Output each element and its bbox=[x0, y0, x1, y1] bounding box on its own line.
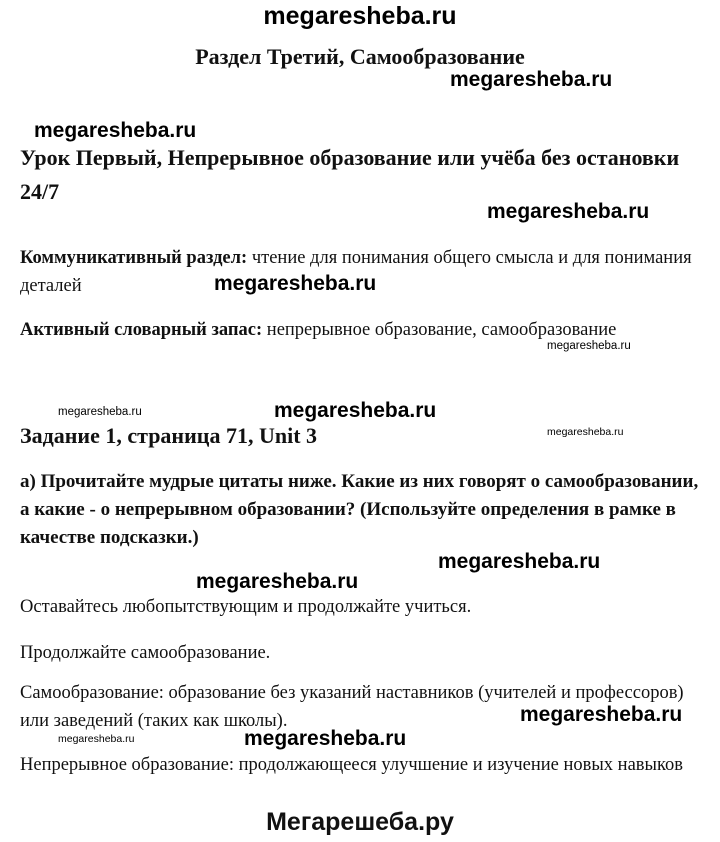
vocabulary-text: непрерывное образование, самообразование bbox=[266, 320, 617, 340]
communicative-text: чтение для понимания общего смысла и для понимания деталей bbox=[20, 248, 692, 296]
answer-line: Непрерывное образование: продолжающееся улучшение и изучение новых навыков bbox=[20, 755, 683, 775]
answer-line: Самообразование: образование без указаний наставников (учителей и профессоров) или заведений (таких как школы). bbox=[20, 683, 684, 731]
watermark: megaresheba.ru bbox=[274, 399, 437, 422]
watermark: megaresheba.ru bbox=[58, 406, 142, 418]
section-title: Раздел Третий, Самообразование bbox=[195, 44, 525, 69]
header-site-name: megaresheba.ru bbox=[263, 2, 457, 30]
communicative-label: Коммуникативный раздел: bbox=[20, 248, 248, 268]
answer-line: Продолжайте самообразование. bbox=[20, 643, 271, 663]
watermark: megaresheba.ru bbox=[58, 733, 135, 745]
watermark: megaresheba.ru bbox=[487, 200, 650, 223]
answer-line: Оставайтесь любопытствующим и продолжайте учиться. bbox=[20, 597, 472, 617]
watermark: megaresheba.ru bbox=[34, 119, 197, 142]
watermark: megaresheba.ru bbox=[450, 68, 613, 91]
vocabulary-label: Активный словарный запас: bbox=[20, 320, 263, 340]
watermark: megaresheba.ru bbox=[244, 727, 407, 750]
watermark: megaresheba.ru bbox=[438, 550, 601, 573]
task-question: a) Прочитайте мудрые цитаты ниже. Какие из них говорят о самообразовании, а какие - о непрерывном образовании? (Используйте определения в рамке в качестве подсказки.) bbox=[20, 471, 699, 548]
footer-site-name: Мегарешеба.ру bbox=[266, 808, 454, 836]
watermark: megaresheba.ru bbox=[547, 340, 631, 352]
watermark: megaresheba.ru bbox=[520, 703, 683, 726]
watermark: megaresheba.ru bbox=[547, 426, 624, 438]
watermark: megaresheba.ru bbox=[196, 570, 359, 593]
lesson-title: Урок Первый, Непрерывное образование или учёба без остановки 24/7 bbox=[20, 145, 680, 204]
task-title: Задание 1, страница 71, Unit 3 bbox=[20, 423, 318, 448]
watermark: megaresheba.ru bbox=[214, 272, 377, 295]
